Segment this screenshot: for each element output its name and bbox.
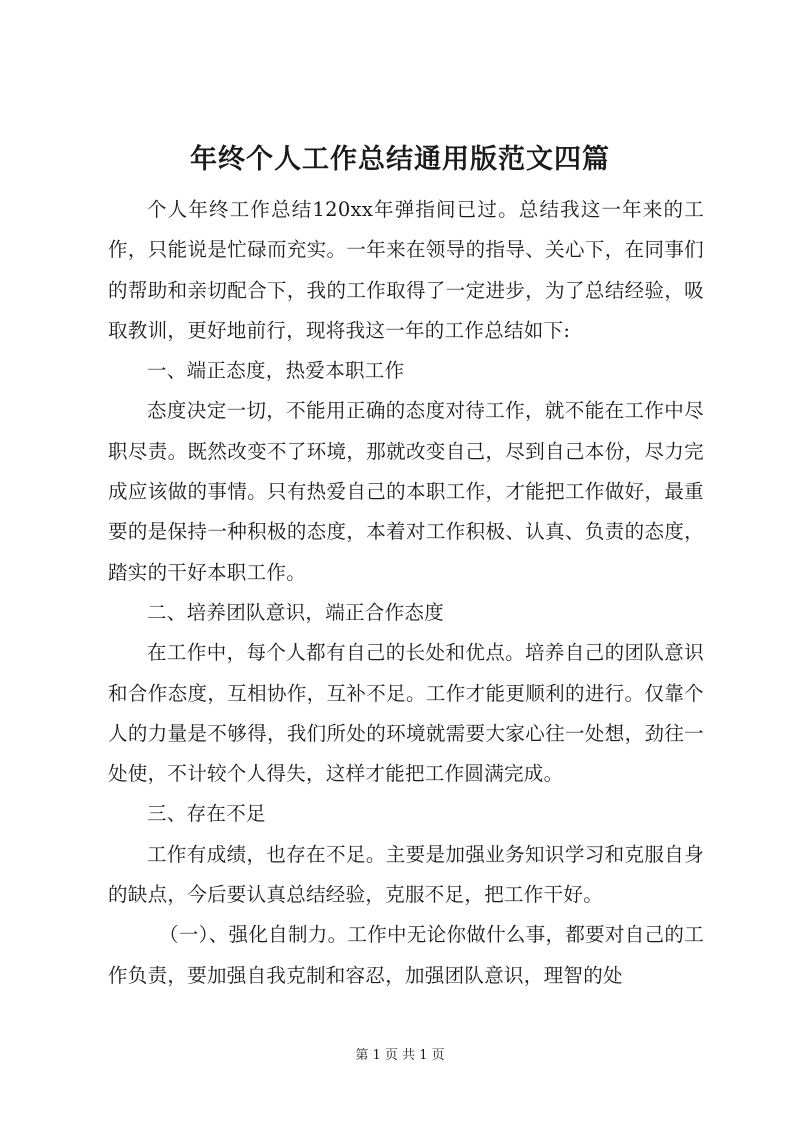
subsection-1-paragraph: （一）、强化自制力。工作中无论你做什么事，都要对自己的工作负责，要加强自我克制和容忍，加强团队意识，理智的处 — [108, 923, 704, 987]
page-footer: 第 1 页 共 1 页 — [355, 1048, 445, 1063]
section-heading-1: 一、端正态度，热爱本职工作 — [147, 359, 405, 383]
section-2-paragraph: 在工作中，每个人都有自己的长处和优点。培养自己的团队意识和合作态度，互相协作，互补不足。工作才能更顺利的进行。仅靠个人的力量是不够得，我们所处的环境就需要大家心往一处想，劲往一处使，不计较个人得失，这样才能把工作圆满完成。 — [108, 641, 704, 786]
section-3-paragraph: 工作有成绩，也存在不足。主要是加强业务知识学习和克服自身的缺点，今后要认真总结经验，克服不足，把工作干好。 — [108, 842, 704, 907]
section-1-paragraph: 态度决定一切，不能用正确的态度对待工作，就不能在工作中尽职尽责。既然改变不了环境，那就改变自己，尽到自己本份，尽力完成应该做的事情。只有热爱自己的本职工作，才能把工作做好，最重要的是保持一种积极的态度，本着对工作积极、认真、负责的态度，踏实的干好本职工作。 — [108, 399, 704, 584]
document-title: 年终个人工作总结通用版范文四篇 — [190, 144, 610, 175]
intro-paragraph: 个人年终工作总结120xx年弹指间已过。总结我这一年来的工作，只能说是忙碌而充实。一年来在领导的指导、关心下，在同事们的帮助和亲切配合下，我的工作取得了一定进步，为了总结经验，吸取教训，更好地前行，现将我这一年的工作总结如下: — [108, 198, 704, 342]
document-body — [108, 190, 704, 996]
section-heading-3: 三、存在不足 — [147, 802, 266, 826]
section-heading-2: 二、培养团队意识，端正合作态度 — [147, 600, 445, 624]
